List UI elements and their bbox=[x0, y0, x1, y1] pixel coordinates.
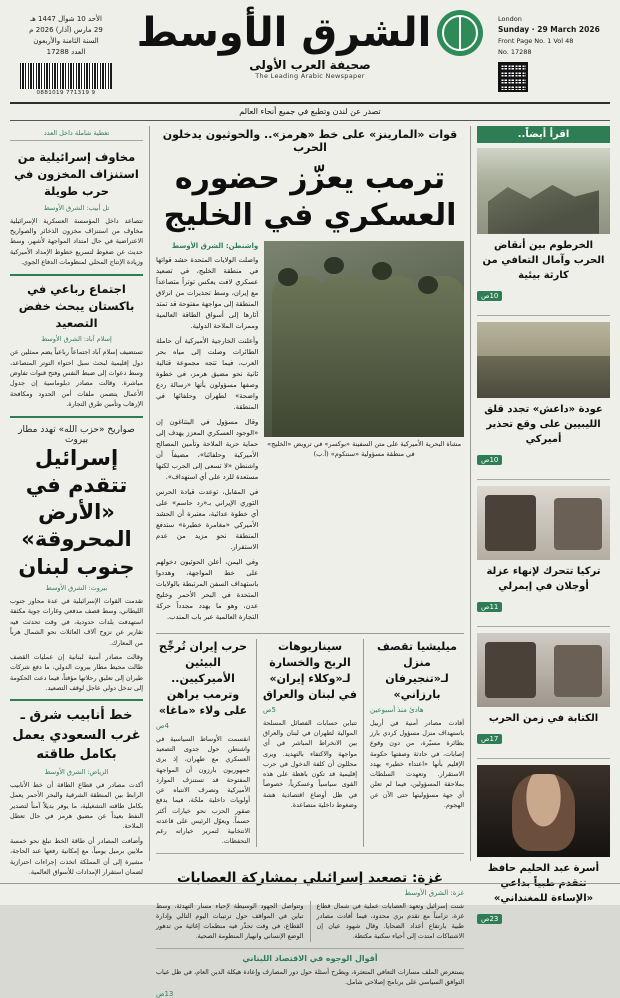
logo-row bbox=[126, 10, 494, 56]
pakistan-meeting-article[interactable] bbox=[10, 281, 143, 410]
lead-paragraph: وفي اليمن، أعلن الحوثيون دخولهم على خط المواجهة، وهددوا باستهداف السفن المرتبطة بالولايات المتحدة في البحر الأحمر وخليج عدن، وهو ما يهدد مجدداً حركة التجارة العالمية عبر باب المندب. bbox=[156, 558, 259, 622]
pipeline-paragraph: أكدت مصادر في قطاع الطاقة أن خط الأنابيب الرابط بين المنطقة الشرقية والبحر الأحمر يعمل بكامل طاقته التشغيلية، ما يوفر بديلاً آمناً لتصدير النفط بعيداً عن مضيق هرمز في حال تعطل الملاحة. bbox=[10, 780, 143, 831]
lead-paragraph: واصلت الولايات المتحدة حشد قواتها في منطقة الخليج، في تصعيد عسكري لافت يعكس توتراً متصاعداً مع إيران، وسط تحذيرات من انزلاق المنطقة إلى مواجهة مفتوحة قد تمتد آثارها إلى أسواق الطاقة العالمية وممرات الملاحة الدولية. bbox=[156, 256, 259, 331]
gaza-headline: غزة: تصعيد إسرائيلي بمشاركة العصابات bbox=[177, 869, 443, 886]
masthead-subtitle-en: The Leading Arabic Newspaper bbox=[255, 72, 365, 80]
secondary-body: تتباين حسابات الفصائل المسلحة الموالية لطهران في لبنان والعراق بين الانخراط المباشر في أي مواجهة والاكتفاء بالتهديد. ويرى محللون أن كلفة الدخول في حرب إقليمية قد تكون باهظة على هذه القوى سياسياً وعسكرياً، خصوصاً في ظل أوضاع اقتصادية هشة وضغوط داخلية متصاعدة. bbox=[263, 718, 357, 809]
military-convoy-photo bbox=[477, 322, 610, 398]
lebanon-paragraph: وقالت مصادر أمنية لبنانية إن عمليات القصف طالت محيط مطار بيروت الدولي، ما دفع شركات طيران إلى تعليق رحلاتها مؤقتاً، فيما دعت الحكومة إلى تدخل دولي عاجل لوقف التصعيد. bbox=[10, 652, 143, 692]
lebanon-byline: بيروت: الشرق الأوسط bbox=[45, 584, 108, 592]
also-read-column bbox=[477, 126, 610, 923]
also-read-caption: تركيا تتحرك لإنهاء عزلة أوجلان في إيمرلي bbox=[486, 565, 601, 592]
lebanon-headline: إسرائيل تتقدم في «الأرض المحروقة» جنوب لبنان bbox=[18, 445, 135, 579]
column-divider bbox=[363, 639, 364, 846]
barcode bbox=[20, 63, 112, 89]
divider bbox=[477, 626, 610, 627]
secondary-badge: 4ص bbox=[156, 721, 169, 730]
gaza-paragraph: وتتواصل الجهود الوسيطة لإحياء مسار التهدئة، وسط تباين في المواقف حول ترتيبات اليوم التالي وإدارة القطاع، في وقت تحذّر فيه منظمات إغاثية من تدهور الوضع الإنساني وانهيار المنظومة الصحية. bbox=[156, 901, 304, 941]
lead-photo-caption: مشاة البحرية الأميركية على متن السفينة «بوكسر» في ترويض «الخليج» في منطقة مسؤولية «سنتكوم» (أ.ب) bbox=[267, 439, 462, 458]
masthead-center bbox=[122, 8, 498, 80]
two-writers-portrait bbox=[477, 633, 610, 707]
divider bbox=[477, 479, 610, 480]
masthead-english-info bbox=[498, 8, 610, 92]
lead-paragraph: وأعلنت الخارجية الأميركية أن حاملة الطائرات وصلت إلى مياه بحر العرب، فيما تتجه مجموعة قتالية ثانية نحو مضيق هرمز، في خطوة وصفها مسؤولون بأنها «رسالة ردع واضحة» لطهران وحلفائها في المنطقة. bbox=[156, 337, 259, 412]
secondary-article[interactable] bbox=[263, 639, 357, 846]
article-body: تتصاعد داخل المؤسسة العسكرية الإسرائيلية مخاوف من استنزاف مخزون الذخائر والصواريخ الاعتراضية في حال امتداد المواجهة لأشهر، وسط حديث عن ضغوط لتسريع خطوط الإمداد الأميركية وزيادة الإنتاج المحلي لمنظومات الدفاع الجوي. bbox=[10, 216, 143, 267]
divider bbox=[10, 416, 143, 418]
masthead-tagline: تصدر عن لندن وتطبع في جميع أنحاء العالم bbox=[10, 104, 610, 121]
column-divider bbox=[149, 126, 150, 861]
page-badge: 23ص bbox=[477, 914, 502, 924]
lead-kicker: قوات «المارينز» على خط «هرمز».. والحوثيون يدخلون الحرب bbox=[162, 127, 458, 154]
israel-stockpile-article[interactable] bbox=[10, 149, 143, 268]
newspaper-logo: الشرق الأوسط bbox=[136, 10, 432, 56]
lead-headline[interactable]: ترمب يعزّز حضوره العسكري في الخليج bbox=[163, 160, 457, 234]
english-date: Sunday · 29 March 2026 bbox=[498, 25, 600, 35]
destroyed-city-photo bbox=[477, 148, 610, 234]
masthead bbox=[10, 8, 610, 104]
divider bbox=[10, 274, 143, 276]
front-page-volume: Front Page No. 1 Vol 48 bbox=[498, 37, 574, 46]
singer-portrait bbox=[477, 765, 610, 857]
secondary-body: أفادت مصادر أمنية في أربيل باستهداف منزل مسؤول كردي بارز بطائرة مسيّرة، من دون وقوع إصابات، في حادثة وصفتها حكومة الإقليم بأنها «اعتداء خطير» يهدد الاستقرار. وتعهدت السلطات بملاحقة المسؤولين، فيما لم تعلن أي جهة مسؤوليتها حتى الآن عن الهجوم. bbox=[370, 718, 464, 809]
issue-number-ar: العدد 17288 bbox=[46, 47, 86, 56]
gaza-body bbox=[156, 901, 464, 942]
page-badge: 17ص bbox=[477, 734, 502, 744]
volume-year: السنة الثامنة والأربعون bbox=[33, 36, 99, 45]
marines-photo bbox=[264, 241, 464, 437]
page-footer bbox=[0, 883, 620, 905]
books-badge: 13ص bbox=[156, 990, 174, 998]
page-grid bbox=[10, 126, 610, 998]
secondary-article[interactable] bbox=[370, 639, 464, 846]
lead-paragraph: وقال مسؤول في البنتاغون إن «الوجود العسكري المعزز يهدف إلى حماية حرية الملاحة وتأمين المصالح الأميركية وحلفائنا»، مضيفاً أن واشنطن «لا تسعى إلى الحرب لكنها مستعدة للرد على أي استهداف». bbox=[156, 418, 259, 482]
pipeline-paragraph: وأضافت المصادر أن طاقة الخط تبلغ نحو خمسة ملايين برميل يومياً، مع إمكانية رفعها عند الحاجة، مشيرة إلى أن المملكة اتخذت إجراءات احترازية لضمان استقرار الإمدادات للأسواق العالمية. bbox=[10, 836, 143, 876]
books-header: أقوال الوجوه في الاقتصاد اللبناني bbox=[242, 953, 378, 963]
lead-body-wrap bbox=[156, 241, 464, 627]
lead-paragraph: في المقابل، توعدت قيادة الحرس الثوري الإيراني بـ«رد حاسم» على أي خطوة عدائية، معتبرة أن الحشد الأميركي «مغامرة خطيرة» ستدفع المنطقة نحو مزيد من عدم الاستقرار. bbox=[156, 488, 259, 552]
lead-article-text bbox=[156, 241, 258, 627]
divider bbox=[156, 853, 464, 854]
divider bbox=[477, 758, 610, 759]
masthead-subtitle-ar: صحيفة العرب الأولى bbox=[249, 58, 371, 72]
article-headline: مخاوف إسرائيلية من استنزاف المخزون في حرب طويلة bbox=[14, 149, 139, 199]
prison-island-photo bbox=[477, 486, 610, 560]
secondary-articles-row bbox=[156, 633, 464, 846]
city-label: London bbox=[498, 15, 522, 23]
divider bbox=[10, 699, 143, 701]
article-body: تستضيف إسلام آباد اجتماعاً رباعياً يضم ممثلين عن دول إقليمية لبحث سبل احتواء التوتر المتصاعد، وسط دعوات إلى ضبط النفس وفتح قنوات تفاوض مباشرة. وقالت مصادر دبلوماسية إن جدول الأعمال يتضمن ملفات أمن الحدود ومكافحة الإرهاب وتأمين طرق التجارة. bbox=[10, 348, 143, 409]
also-read-caption: أسرة عبد الحليم حافظ تتقدم طبياً بداعي «الإساءة للمغنداني» bbox=[487, 862, 600, 904]
article-byline: إسلام آباد: الشرق الأوسط bbox=[41, 335, 112, 344]
page-badge: 11ص bbox=[477, 602, 502, 612]
pipeline-headline: خط أنابيب شرق ـ غرب السعودي يعمل بكامل طاقته bbox=[12, 708, 141, 763]
pipeline-byline: الرياض: الشرق الأوسط bbox=[44, 767, 109, 776]
hijri-date: الأحد 10 شوال 1447 هـ bbox=[30, 15, 102, 23]
column-divider bbox=[470, 126, 471, 861]
also-read-item[interactable] bbox=[477, 633, 610, 745]
books-column[interactable] bbox=[156, 954, 464, 998]
issue-number-en: No. 17288 bbox=[498, 47, 532, 56]
also-read-header: اقرأ أيضاً.. bbox=[477, 126, 610, 143]
pipeline-article[interactable] bbox=[10, 706, 143, 877]
column-divider bbox=[256, 639, 257, 846]
also-read-caption: الخرطوم بين أنقاض الحرب وآمال التعافي من كارثة بيئية bbox=[482, 239, 605, 281]
secondary-article[interactable] bbox=[156, 639, 250, 846]
page-badge: 10ص bbox=[477, 291, 502, 301]
books-body: يستعرض الملف مسارات التعافي المتعثرة، ويطرح أسئلة حول دور المصارف وإعادة هيكلة الدين العام، في ظل غياب التوافق السياسي على برنامج إصلاحي شامل. bbox=[156, 967, 464, 986]
article-byline: تل أبيب: الشرق الأوسط bbox=[43, 203, 110, 212]
gaza-paragraph: شنت إسرائيل وتعهد العصابات عملية في شمال قطاع غزة، تزامناً مع تقدم بري محدود، فيما أفادت مصادر طبية بارتفاع أعداد الضحايا. وقال شهود عيان إن الاشتباكات امتدت إلى أحياء سكنية مكتظة. bbox=[316, 901, 464, 941]
secondary-headline: حرب إيران تُرجِّح البيئين الأميركيين.. وترمب يراهن على ولاء «ماغا» bbox=[158, 640, 248, 717]
lead-byline: واشنطن: الشرق الأوسط bbox=[171, 241, 259, 250]
qr-code-icon[interactable] bbox=[498, 62, 528, 92]
secondary-body: انقسمت الأوساط السياسية في واشنطن حول جدوى التصعيد العسكري مع طهران، إذ يرى جمهوريون بارزون أن المواجهة المفتوحة قد تستنزف الموارد الأميركية وتصرف الانتباه عن أولويات داخلية ملحّة، فيما يدفع صقور الحزب نحو خيارات أكثر حسماً. ويعوّل الرئيس على قاعدته الانتخابية لتمرير خياراته رغم التحفظات. bbox=[156, 734, 250, 846]
globe-icon bbox=[437, 10, 483, 56]
secondary-badge: 5ص bbox=[263, 705, 276, 714]
right-column bbox=[10, 126, 143, 876]
lebanon-kicker: صواريخ «حزب الله» تهدد مطار بيروت bbox=[18, 424, 135, 445]
secondary-headline: ميليشيا تقصف منزل لـ«تنجيرفان بارزاني» bbox=[377, 640, 457, 702]
coverage-note: تغطية شاملة داخل العدد bbox=[10, 129, 143, 141]
also-read-caption: الكتابة في زمن الحرب bbox=[488, 712, 599, 724]
main-story-column bbox=[156, 126, 464, 998]
barcode-number: 9 771319 0881019 bbox=[36, 90, 96, 97]
column-divider bbox=[310, 901, 311, 942]
lebanon-article[interactable] bbox=[10, 423, 143, 694]
article-headline: اجتماع رباعي في باكستان يبحث خفض التصعيد bbox=[18, 281, 135, 331]
divider bbox=[477, 315, 610, 316]
divider bbox=[156, 948, 464, 949]
masthead-hijri-info bbox=[10, 8, 122, 98]
secondary-headline: سيناريوهات الربح والخسارة لـ«وكلاء إيران» في لبنان والعراق bbox=[262, 640, 357, 702]
also-read-item[interactable] bbox=[477, 486, 610, 613]
gaza-byline: غزة: الشرق الأوسط bbox=[404, 888, 464, 897]
also-read-caption: عودة «داعش» تجدد قلق الليبيين على وقع تحذير أميركي bbox=[484, 403, 603, 445]
secondary-badge: هادئ منذ أسبوعين bbox=[370, 705, 424, 714]
also-read-item[interactable] bbox=[477, 148, 610, 302]
gregorian-date-ar: 29 مارس (آذار) 2026 م bbox=[29, 25, 103, 34]
lebanon-paragraph: تقدمت القوات الإسرائيلية في عدة محاور جنوب الليطاني، وسط قصف مدفعي وغارات جوية مكثفة استهدفت بلدات حدودية، في وقت تحدثت فيه تقارير عن نزوح آلاف العائلات نحو الشمال هرباً من المعارك. bbox=[10, 597, 143, 647]
page-badge: 10ص bbox=[477, 455, 502, 465]
also-read-item[interactable] bbox=[477, 322, 610, 466]
